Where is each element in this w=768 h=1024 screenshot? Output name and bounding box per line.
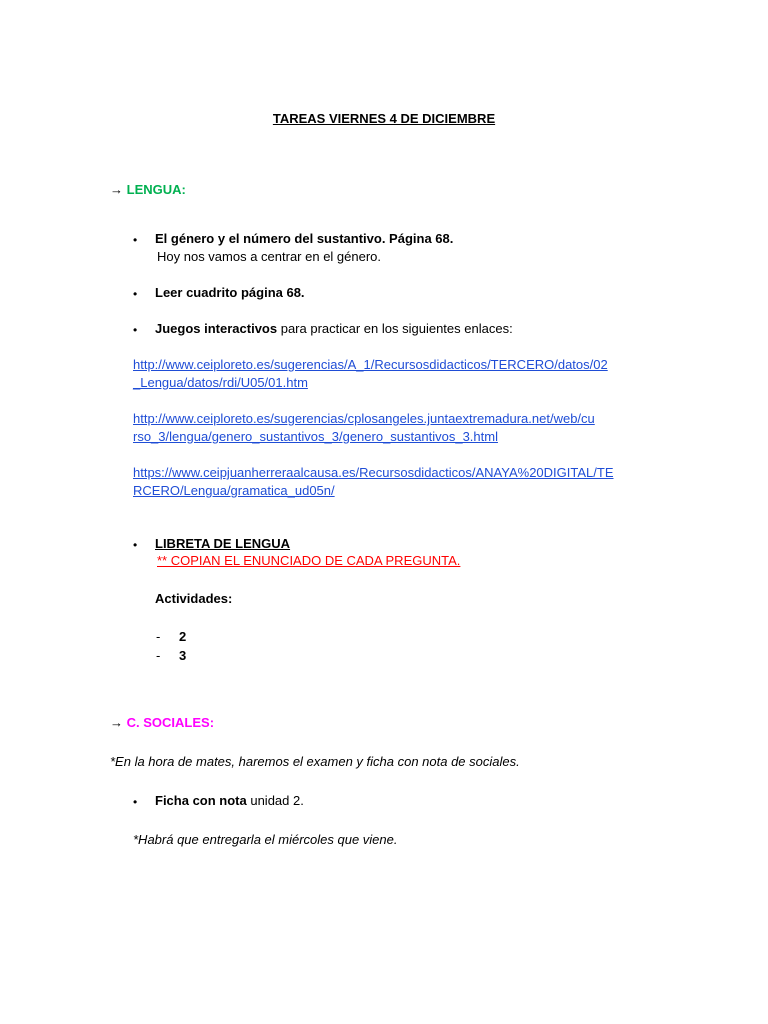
lengua-heading-label: LENGUA: (126, 182, 186, 197)
leer-cuadrito-item: Leer cuadrito página 68. (155, 285, 305, 300)
ficha-label: Ficha con nota (155, 793, 247, 808)
ficha-item (155, 792, 304, 810)
activity-item: 3 (179, 648, 187, 663)
page-title: TAREAS VIERNES 4 DE DICIEMBRE (272, 111, 496, 126)
actividades-label: Actividades: (155, 591, 233, 606)
dash-icon: - (156, 629, 161, 644)
genero-item: El género y el número del sustantivo. Página 68. (155, 231, 454, 246)
juegos-label: Juegos interactivos (155, 321, 278, 336)
bullet-icon: • (133, 795, 138, 809)
bullet-icon: • (133, 323, 138, 337)
link-3-line-2[interactable]: RCERO/Lengua/gramatica_ud05n/ (133, 483, 335, 498)
link-2-line-2[interactable]: rso_3/lengua/genero_sustantivos_3/genero_sustantivos_3.html (133, 429, 498, 444)
arrow-icon: → (110, 715, 123, 730)
bullet-icon: • (133, 287, 138, 301)
dash-icon: - (156, 648, 161, 663)
sociales-heading-label: C. SOCIALES: (126, 715, 215, 730)
link-1-line-2[interactable]: _Lengua/datos/rdi/U05/01.htm (133, 375, 308, 390)
sociales-note: *En la hora de mates, haremos el examen y ficha con nota de sociales. (110, 754, 520, 769)
entrega-note: *Habrá que entregarla el miércoles que viene. (133, 832, 398, 847)
link-2-line-1[interactable]: http://www.ceiploreto.es/sugerencias/cplosangeles.juntaextremadura.net/web/cu (133, 411, 595, 426)
activity-item: 2 (179, 629, 187, 644)
arrow-icon: → (110, 182, 123, 197)
bullet-icon: • (133, 233, 138, 247)
bullet-icon: • (133, 538, 138, 552)
lengua-heading (110, 181, 186, 199)
ficha-rest: unidad 2. (246, 793, 304, 808)
link-3-line-1[interactable]: https://www.ceipjuanherreraalcausa.es/Recursosdidacticos/ANAYA%20DIGITAL/TE (133, 465, 614, 480)
link-1-line-1[interactable]: http://www.ceiploreto.es/sugerencias/A_1/Recursosdidacticos/TERCERO/datos/02 (133, 357, 608, 372)
genero-subtext: Hoy nos vamos a centrar en el género. (157, 249, 382, 264)
juegos-rest: para practicar en los siguientes enlaces: (277, 321, 513, 336)
libreta-heading: LIBRETA DE LENGUA (155, 536, 291, 551)
juegos-item (155, 320, 513, 338)
copian-note: ** COPIAN EL ENUNCIADO DE CADA PREGUNTA. (157, 553, 461, 568)
sociales-heading (110, 714, 214, 732)
